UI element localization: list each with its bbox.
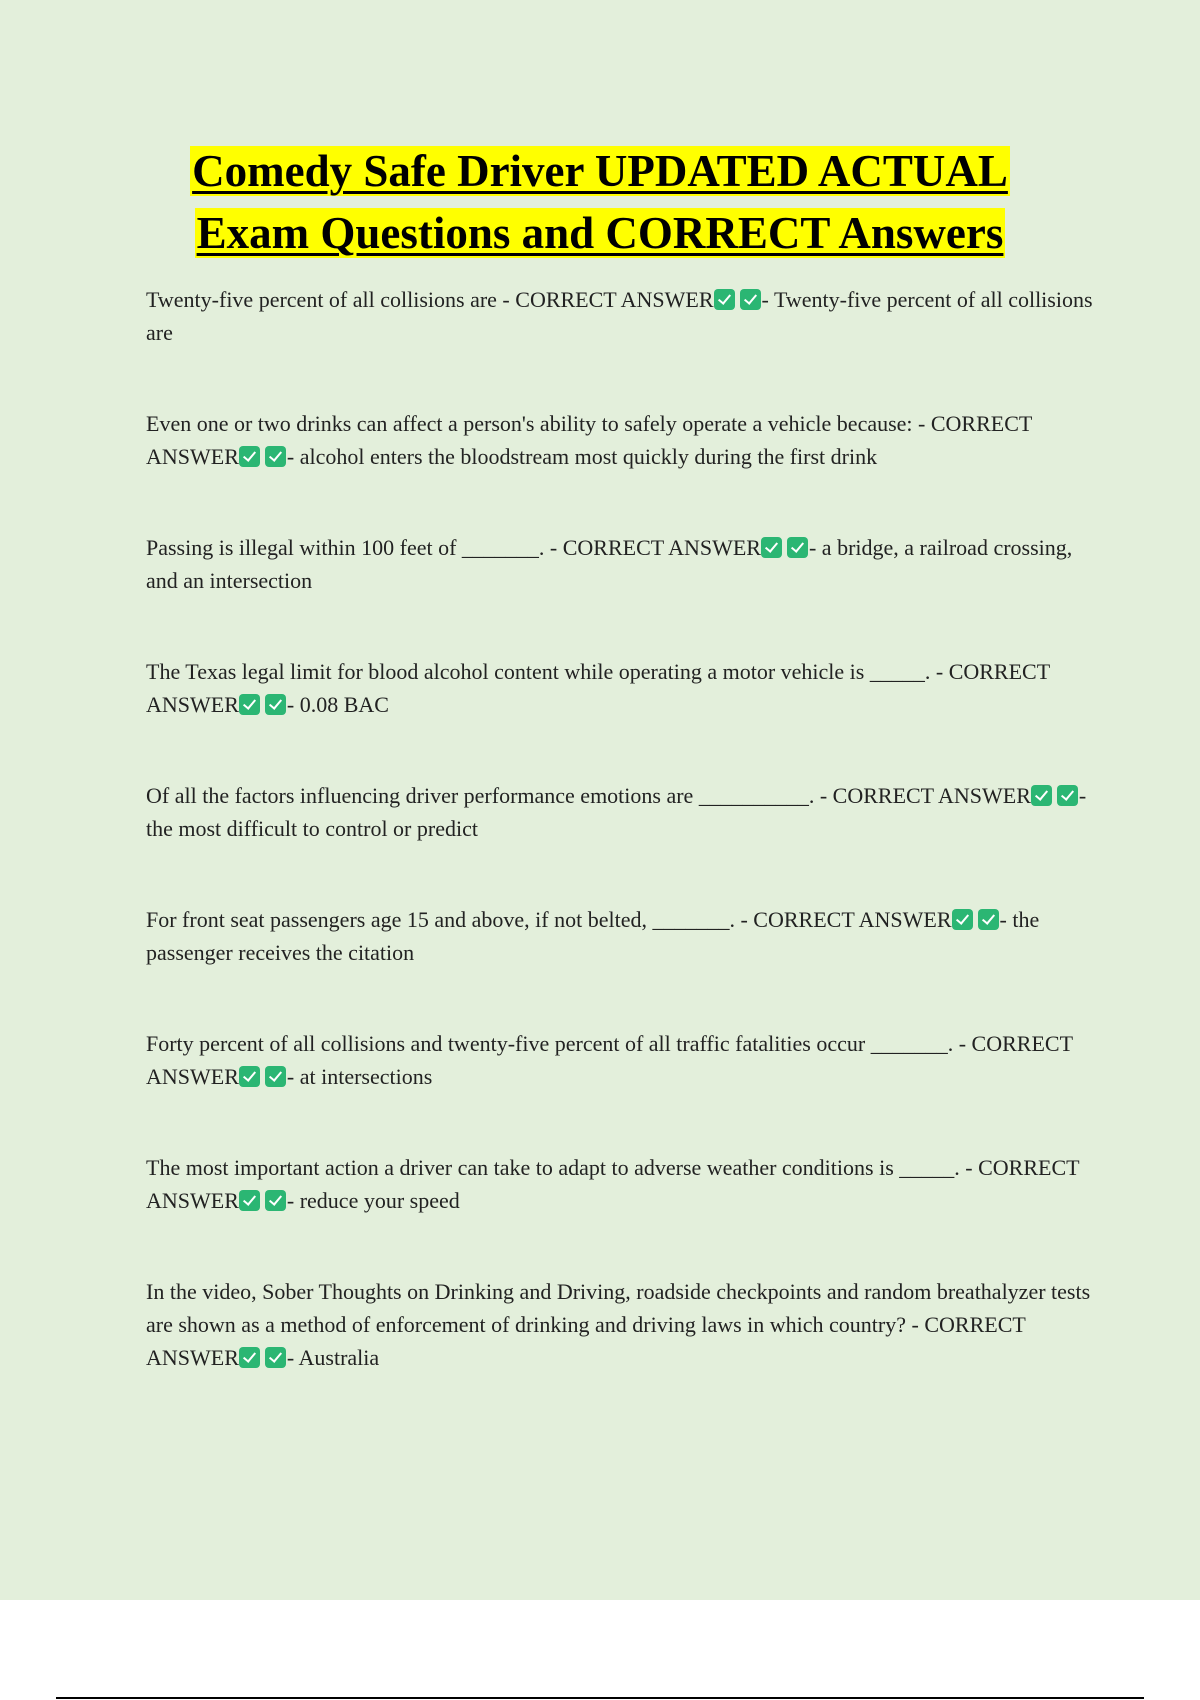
qa-item	[146, 655, 1096, 721]
check-mark-icon	[952, 909, 973, 930]
qa-item	[146, 1027, 1096, 1093]
qa-list	[146, 283, 1096, 1374]
question-text: The most important action a driver can take to adapt to adverse weather conditions is _____. -	[146, 1155, 979, 1180]
question-text: The Texas legal limit for blood alcohol content while operating a motor vehicle is _____. -	[146, 659, 949, 684]
correct-answer-label: CORRECT ANSWER	[146, 1031, 1073, 1089]
check-mark-icon	[239, 1347, 260, 1368]
qa-item	[146, 903, 1096, 969]
check-mark-icon	[978, 909, 999, 930]
check-mark-icon	[265, 1066, 286, 1087]
correct-answer-label: CORRECT ANSWER	[515, 287, 714, 312]
qa-item	[146, 283, 1096, 349]
correct-answer-label: CORRECT ANSWER	[146, 411, 1032, 469]
check-mark-icon	[1057, 785, 1078, 806]
correct-answer-label: CORRECT ANSWER	[753, 907, 952, 932]
correct-answer-label: CORRECT ANSWER	[562, 535, 761, 560]
check-mark-icon	[714, 289, 735, 310]
check-mark-icon	[761, 537, 782, 558]
title-line-2: Exam Questions and CORRECT Answers	[196, 208, 1004, 258]
qa-item	[146, 407, 1096, 473]
check-mark-icon	[1031, 785, 1052, 806]
check-mark-icon	[265, 1347, 286, 1368]
title-line-1: Comedy Safe Driver UPDATED ACTUAL	[192, 146, 1008, 196]
answer-text: - the passenger receives the citation	[146, 907, 1040, 965]
qa-item	[146, 779, 1096, 845]
document-title	[0, 140, 1200, 264]
answer-text: - alcohol enters the bloodstream most quickly during the first drink	[286, 444, 878, 469]
check-mark-icon	[265, 1190, 286, 1211]
question-text: Of all the factors influencing driver performance emotions are __________. -	[146, 783, 833, 808]
answer-text: - Twenty-five percent of all collisions are	[146, 287, 1093, 345]
footer-divider	[56, 1697, 1144, 1699]
check-mark-icon	[239, 1190, 260, 1211]
correct-answer-label: CORRECT ANSWER	[146, 659, 1050, 717]
question-text: Twenty-five percent of all collisions are -	[146, 287, 516, 312]
answer-text: - the most difficult to control or predict	[146, 783, 1087, 841]
check-mark-icon	[265, 446, 286, 467]
check-mark-icon	[265, 694, 286, 715]
check-mark-icon	[239, 694, 260, 715]
qa-item	[146, 1275, 1096, 1374]
check-mark-icon	[239, 446, 260, 467]
question-text: Passing is illegal within 100 feet of _______. -	[146, 535, 563, 560]
question-text: For front seat passengers age 15 and above, if not belted, _______. -	[146, 907, 754, 932]
qa-item	[146, 1151, 1096, 1217]
answer-text: - 0.08 BAC	[286, 692, 389, 717]
qa-item	[146, 531, 1096, 597]
check-mark-icon	[787, 537, 808, 558]
check-mark-icon	[239, 1066, 260, 1087]
question-text: Even one or two drinks can affect a person's ability to safely operate a vehicle because: -	[146, 411, 931, 436]
answer-text: - at intersections	[286, 1064, 433, 1089]
correct-answer-label: CORRECT ANSWER	[146, 1155, 1080, 1213]
answer-text: - a bridge, a railroad crossing, and an intersection	[146, 535, 1073, 593]
correct-answer-label: CORRECT ANSWER	[832, 783, 1031, 808]
question-text: In the video, Sober Thoughts on Drinking and Driving, roadside checkpoints and random breathalyzer tests are shown as a method of enforcement of drinking and driving laws in which country? -	[146, 1279, 1091, 1337]
check-mark-icon	[740, 289, 761, 310]
answer-text: - Australia	[286, 1345, 380, 1370]
answer-text: - reduce your speed	[286, 1188, 460, 1213]
question-text: Forty percent of all collisions and twenty-five percent of all traffic fatalities occur _______. -	[146, 1031, 972, 1056]
correct-answer-label: CORRECT ANSWER	[146, 1312, 1026, 1370]
